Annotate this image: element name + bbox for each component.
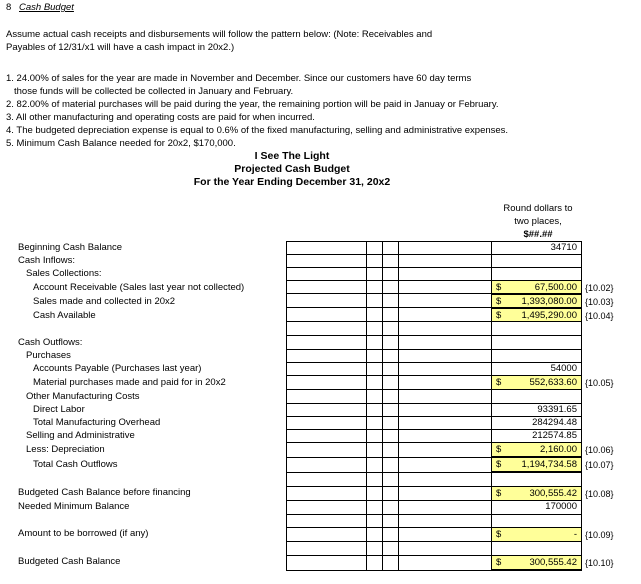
- account-receivable-input[interactable]: $ 67,500.00: [491, 280, 582, 294]
- cash-outflows-label: Cash Outflows:: [18, 337, 83, 348]
- sales-collections-label: Sales Collections:: [26, 268, 102, 279]
- company-title: I See The Light: [254, 150, 330, 162]
- other-mfg-label: Other Manufacturing Costs: [26, 391, 140, 402]
- total-mfg-overhead-label: Total Manufacturing Overhead: [33, 417, 161, 428]
- intro-line-1: Assume actual cash receipts and disbursements will follow the pattern below: (Note: Receivables and: [6, 29, 433, 40]
- total-mfg-overhead-value[interactable]: 284294.48: [532, 417, 577, 428]
- period-title: For the Year Ending December 31, 20x2: [193, 176, 391, 188]
- round-note-3: $##.##: [523, 229, 553, 240]
- material-purchases-label: Material purchases made and paid for in 20x2: [33, 377, 226, 388]
- amount-borrowed-input[interactable]: $ -: [491, 527, 582, 542]
- budgeted-before-label: Budgeted Cash Balance before financing: [18, 487, 191, 498]
- rule-2: 2. 82.00% of material purchases will be paid during the year, the remaining portion will be paid in Januay or February.: [6, 99, 499, 110]
- direct-labor-value[interactable]: 93391.65: [537, 404, 577, 415]
- cash-available-label: Cash Available: [33, 310, 96, 321]
- direct-labor-label: Direct Labor: [33, 404, 85, 415]
- sales-made-code: {10.03}: [585, 297, 614, 307]
- accounts-payable-value[interactable]: 54000: [550, 363, 577, 374]
- beginning-cash-value[interactable]: 34710: [550, 242, 577, 253]
- intro-line-2: Payables of 12/31/x1 will have a cash impact in 20x2.): [6, 42, 235, 53]
- round-note-1: Round dollars to: [503, 203, 573, 214]
- total-outflows-input[interactable]: $ 1,194,734.58: [491, 457, 582, 472]
- purchases-label: Purchases: [26, 350, 71, 361]
- budgeted-balance-code: {10.10}: [585, 558, 614, 568]
- amount-borrowed-label: Amount to be borrowed (if any): [18, 528, 149, 539]
- needed-min-label: Needed Minimum Balance: [18, 501, 130, 512]
- depreciation-label: Less: Depreciation: [26, 444, 105, 455]
- problem-title: Cash Budget: [19, 2, 74, 13]
- depreciation-input[interactable]: $ 2,160.00: [491, 442, 582, 457]
- selling-admin-label: Selling and Administrative: [26, 430, 135, 441]
- account-receivable-label: Account Receivable (Sales last year not collected): [33, 282, 245, 293]
- report-title: Projected Cash Budget: [234, 163, 350, 175]
- rule-5: 5. Minimum Cash Balance needed for 20x2, $170,000.: [6, 138, 236, 149]
- depreciation-code: {10.06}: [585, 445, 614, 455]
- material-purchases-code: {10.05}: [585, 378, 614, 388]
- cash-available-input[interactable]: $ 1,495,290.00: [491, 308, 582, 322]
- cash-available-code: {10.04}: [585, 311, 614, 321]
- needed-min-value[interactable]: 170000: [545, 501, 577, 512]
- account-receivable-code: {10.02}: [585, 283, 614, 293]
- round-note-2: two places,: [514, 216, 562, 227]
- sales-made-label: Sales made and collected in 20x2: [33, 296, 176, 307]
- total-outflows-code: {10.07}: [585, 460, 614, 470]
- total-outflows-label: Total Cash Outflows: [33, 459, 118, 470]
- material-purchases-input[interactable]: $ 552,633.60: [491, 375, 582, 390]
- rule-1-cont: those funds will be collected be collected in January and February.: [14, 86, 294, 97]
- selling-admin-value[interactable]: 212574.85: [532, 430, 577, 441]
- rule-3: 3. All other manufacturing and operating costs are paid for when incurred.: [6, 112, 315, 123]
- rule-4: 4. The budgeted depreciation expense is equal to 0.6% of the fixed manufacturing, selling and administrative expenses.: [6, 125, 509, 136]
- budgeted-before-code: {10.08}: [585, 489, 614, 499]
- budgeted-balance-label: Budgeted Cash Balance: [18, 556, 121, 567]
- cash-inflows-label: Cash Inflows:: [18, 255, 76, 266]
- budgeted-balance-input[interactable]: $ 300,555.42: [491, 555, 582, 570]
- rule-1: 1. 24.00% of sales for the year are made in November and December. Since our customers have 60 day terms: [6, 73, 472, 84]
- problem-number: 8: [6, 2, 12, 13]
- sales-made-input[interactable]: $ 1,393,080.00: [491, 294, 582, 308]
- beginning-cash-label: Beginning Cash Balance: [18, 242, 123, 253]
- amount-borrowed-code: {10.09}: [585, 530, 614, 540]
- accounts-payable-label: Accounts Payable (Purchases last year): [33, 363, 202, 374]
- budgeted-before-input[interactable]: $ 300,555.42: [491, 486, 582, 501]
